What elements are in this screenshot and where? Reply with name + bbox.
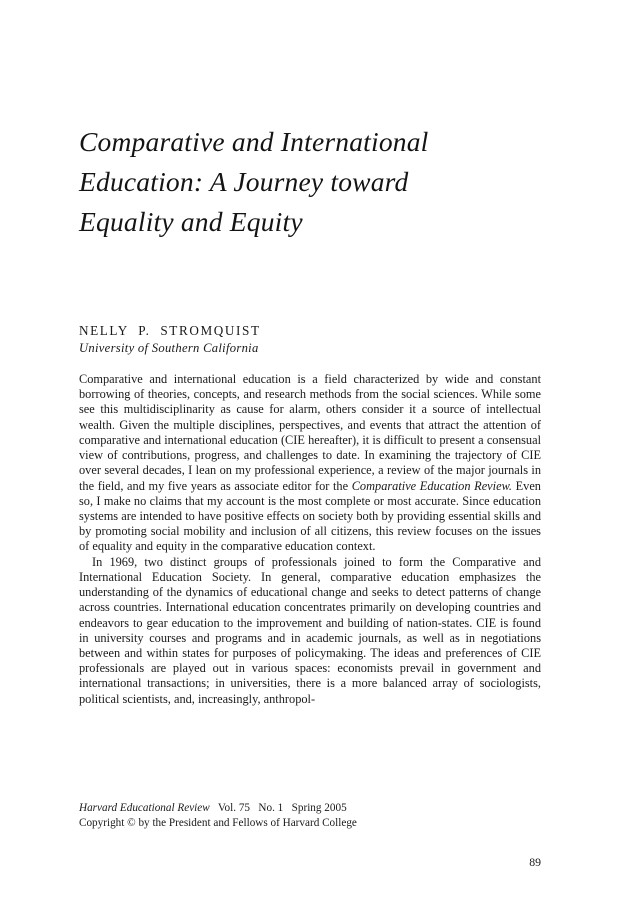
body-paragraph-2: In 1969, two distinct groups of professionals joined to form the Comparative and International Education Society. In general, comparative education emphasizes the understanding of the dynamics of educational change and seeks to detect patterns of change across countries. International education concentrates primarily on developing countries and endeavors to gear education to the improvement and building of nation-states. CIE is found in university courses and programs and in academic journals, as well as in negotiations between and within states for purposes of policymaking. The ideas and preferences of CIE professionals are played out in various spaces: economists prevail in government and international transactions; in universities, there is a more balanced array of sociologists, political scientists, and, increasingly, anthropol-	[79, 554, 541, 706]
page-title	[79, 122, 549, 242]
footer-journal-line	[79, 801, 541, 816]
journal-title-citation: Comparative Education Review.	[351, 478, 512, 493]
title-line-1: Comparative and International	[79, 126, 429, 157]
page-footer	[79, 801, 541, 830]
title-line-2: Education: A Journey toward	[79, 166, 409, 197]
title-line-3: Equality and Equity	[79, 206, 303, 237]
page-number: 89	[529, 855, 541, 869]
author-block	[79, 322, 541, 357]
footer-journal-name: Harvard Educational Review	[79, 802, 210, 814]
article-body	[79, 372, 541, 707]
paragraph-1-part-1: Comparative and international education is a field characterized by wide and constant borrowing of theories, concepts, and research methods from the social sciences. While some see this multidisciplinarity as cause for alarm, others consider it a source of intellectual wealth. Given the multiple disciplines, perspectives, and events that attract the attention of comparative and international education (CIE hereafter), it is difficult to present a consensual view of contributions, progress, and challenges to date. In examining the trajectory of CIE over several decades, I lean on my professional experience, a review of the major journals in the field, and my five years as associate editor for the	[79, 372, 541, 493]
author-name: NELLY P. STROMQUIST	[79, 323, 261, 338]
paragraph-1-part-2: Even so, I make no claims that my account is the most complete or most accurate. Since education systems are intended to have positive effects on society both by providing essential skills and by promoting social mobility and inclusion of all citizens, this review focuses on the issues of equality and equity in the comparative education context.	[79, 478, 541, 554]
body-paragraph-1	[79, 372, 541, 555]
author-affiliation: University of Southern California	[79, 341, 259, 355]
footer-copyright: Copyright © by the President and Fellows of Harvard College	[79, 816, 357, 829]
footer-issue-info: Vol. 75 No. 1 Spring 2005	[209, 802, 347, 814]
